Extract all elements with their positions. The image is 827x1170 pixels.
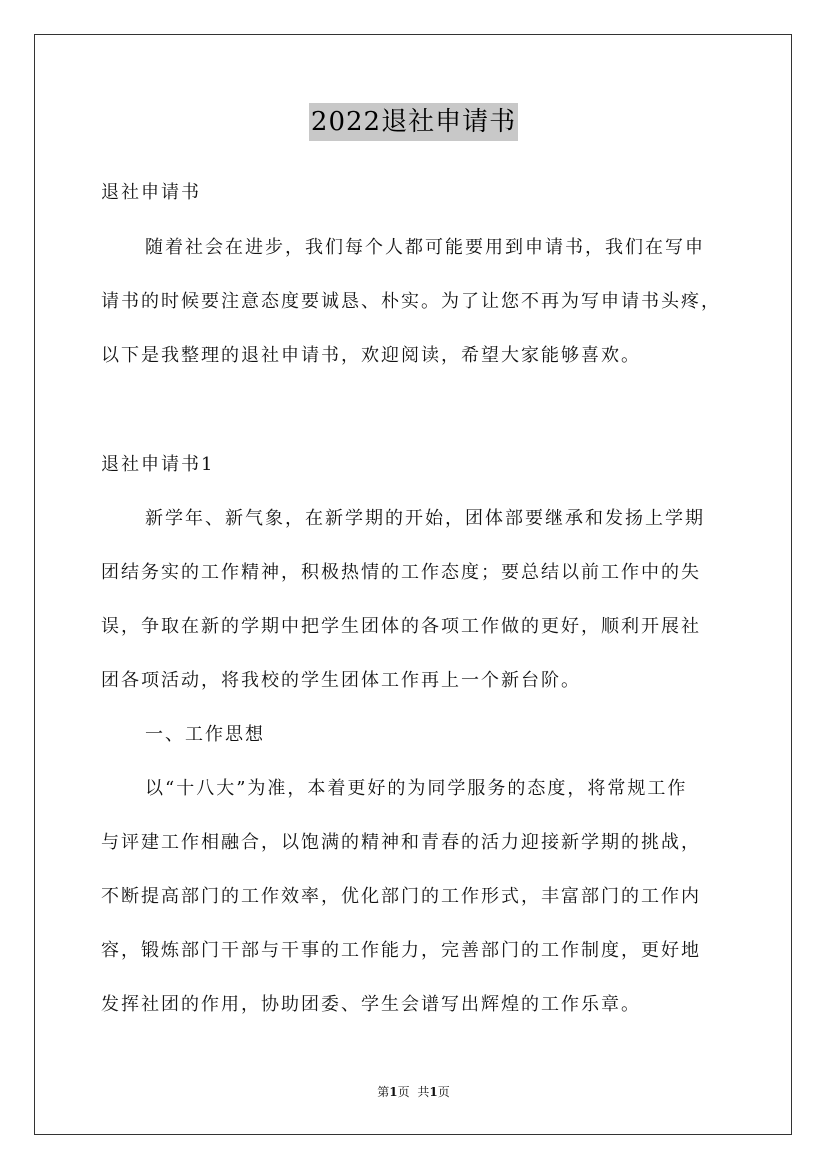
intro-line-3: 以下是我整理的退社申请书，欢迎阅读，希望大家能够喜欢。 [101, 345, 641, 366]
footer-page-prefix: 第 [377, 1085, 390, 1099]
document-title: 2022退社申请书 [309, 103, 518, 141]
para1-line-2: 团结务实的工作精神，积极热情的工作态度；要总结以前工作中的失 [101, 562, 701, 583]
para1-line-3: 误，争取在新的学期中把学生团体的各项工作做的更好，顺利开展社 [101, 616, 701, 637]
para1-line-4: 团各项活动，将我校的学生团体工作再上一个新台阶。 [101, 670, 581, 691]
heading-2: 退社申请书1 [101, 454, 215, 475]
footer-page-suffix: 页 [397, 1085, 410, 1099]
title-wrap [0, 103, 827, 141]
para2-line-2: 与评建工作相融合，以饱满的精神和青春的活力迎接新学期的挑战， [101, 832, 701, 853]
footer-page-number: 1 [389, 1085, 398, 1099]
footer-total-prefix: 共 [417, 1085, 430, 1099]
intro-line-1: 随着社会在进步，我们每个人都可能要用到申请书，我们在写申 [145, 237, 705, 258]
para2-line-3: 不断提高部门的工作效率，优化部门的工作形式，丰富部门的工作内 [101, 886, 701, 907]
para1-line-1: 新学年、新气象，在新学期的开始，团体部要继承和发扬上学期 [145, 508, 705, 529]
intro-line-2: 请书的时候要注意态度要诚恳、朴实。为了让您不再为写申请书头疼， [101, 291, 721, 312]
para2-line-1: 以“十八大”为准，本着更好的为同学服务的态度，将常规工作 [145, 778, 688, 799]
section-heading-1: 一、工作思想 [145, 724, 265, 745]
heading-1: 退社申请书 [101, 182, 201, 203]
footer-total-number: 1 [429, 1085, 438, 1099]
para2-line-5: 发挥社团的作用，协助团委、学生会谱写出辉煌的工作乐章。 [101, 994, 641, 1015]
page-footer [0, 1083, 827, 1100]
footer-total-suffix: 页 [437, 1085, 450, 1099]
para2-line-4: 容，锻炼部门干部与干事的工作能力，完善部门的工作制度，更好地 [101, 940, 701, 961]
